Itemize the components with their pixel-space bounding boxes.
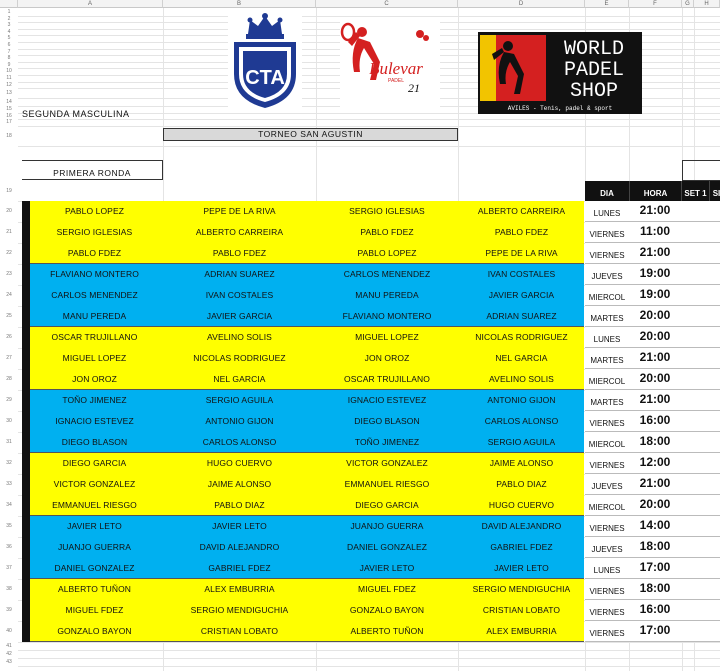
row-number[interactable]: 33 [6,481,12,487]
time-cell[interactable]: 21:00 [639,350,671,364]
player-cell[interactable]: PEPE DE LA RIVA [203,206,276,216]
row-number[interactable]: 35 [6,523,12,529]
day-cell[interactable]: VIERNES [589,587,625,596]
player-cell[interactable]: ALEX EMBURRIA [486,626,557,636]
row-number[interactable]: 1 [7,9,11,15]
player-cell[interactable]: JON OROZ [72,374,117,384]
club-logo [228,12,302,110]
row-number[interactable]: 2 [7,15,11,22]
time-cell[interactable]: 18:00 [639,581,671,595]
row-number[interactable]: 19 [6,188,12,194]
day-cell[interactable]: LUNES [593,209,621,218]
player-cell[interactable]: PABLO FDEZ [494,227,549,237]
player-cell[interactable]: VICTOR GONZALEZ [346,458,428,468]
day-cell[interactable]: MIERCOL [588,503,626,512]
day-cell[interactable]: JUEVES [591,545,623,554]
row-number[interactable]: 40 [6,628,12,634]
player-cell[interactable]: MIGUEL FDEZ [358,584,416,594]
row-number[interactable]: 6 [7,42,11,48]
player-cell[interactable]: DIEGO GARCIA [355,500,419,510]
player-cell[interactable]: ALBERTO CARREIRA [195,227,284,237]
player-cell[interactable]: MIGUEL LOPEZ [355,332,419,342]
player-cell[interactable]: OSCAR TRUJILLANO [51,332,138,342]
day-cell[interactable]: VIERNES [589,461,625,470]
player-cell[interactable]: CARLOS ALONSO [202,437,277,447]
row-number[interactable]: 10 [6,68,12,75]
row-number[interactable]: 32 [6,460,12,466]
row-number[interactable]: 8 [7,55,11,62]
day-cell[interactable]: MARTES [590,398,624,407]
row-number[interactable]: 41 [6,643,12,649]
player-cell[interactable]: JON OROZ [364,353,410,363]
row-number[interactable]: 27 [6,355,12,361]
row-number[interactable]: 34 [6,502,12,508]
svg-text:Bulevar: Bulevar [369,59,423,78]
time-cell[interactable]: 19:00 [639,287,671,301]
player-cell[interactable]: IVAN COSTALES [205,290,274,300]
column-header-a[interactable]: A [18,0,163,8]
player-cell[interactable]: SERGIO MENDIGUCHIA [190,605,289,615]
row-number[interactable]: 16 [6,112,12,119]
row-number[interactable]: 29 [6,397,12,403]
player-cell[interactable]: JAVIER LETO [494,563,549,573]
svg-text:CTA: CTA [245,67,285,89]
time-cell[interactable]: 20:00 [639,371,671,385]
player-cell[interactable]: PABLO DIAZ [214,500,265,510]
grid-row-line [18,658,720,659]
player-cell[interactable]: IVAN COSTALES [487,269,556,279]
player-cell[interactable]: NICOLAS RODRIGUEZ [193,353,286,363]
player-cell[interactable]: DIEGO BLASON [354,416,420,426]
column-header-e[interactable]: E [585,0,629,8]
player-cell[interactable]: FLAVIANO MONTERO [342,311,432,321]
day-cell[interactable]: LUNES [593,335,621,344]
row-number[interactable]: 14 [6,99,12,106]
player-cell[interactable]: CRISTIAN LOBATO [482,605,561,615]
time-cell[interactable]: 12:00 [639,455,671,469]
player-cell[interactable]: EMMANUEL RIESGO [52,500,137,510]
day-cell[interactable]: MIERCOL [588,440,626,449]
player-cell[interactable]: ANTONIO GIJON [205,416,274,426]
player-cell[interactable]: DANIEL GONZALEZ [346,542,428,552]
time-cell[interactable]: 17:00 [639,560,671,574]
row-number[interactable]: 25 [6,313,12,319]
grid-row-line [18,119,720,120]
player-cell[interactable]: PEPE DE LA RIVA [485,248,558,258]
svg-text:SHOP: SHOP [569,80,619,103]
set2-header: SI [709,181,720,201]
dia-header: DIA [585,181,629,201]
time-cell[interactable]: 14:00 [639,518,671,532]
time-cell[interactable]: 19:00 [639,266,671,280]
player-cell[interactable]: DAVID ALEJANDRO [199,542,280,552]
day-cell[interactable]: VIERNES [589,524,625,533]
round-title: PRIMERA RONDA [22,160,163,180]
day-cell[interactable]: VIERNES [589,230,625,239]
player-cell[interactable]: GABRIEL FDEZ [208,563,271,573]
player-cell[interactable]: GONZALO BAYON [349,605,425,615]
time-cell[interactable]: 21:00 [639,392,671,406]
row-number[interactable]: 17 [6,119,12,126]
time-cell[interactable]: 21:00 [639,203,671,217]
row-number[interactable]: 15 [6,106,12,113]
crest-icon [228,12,302,110]
player-cell[interactable]: GONZALO BAYON [57,626,132,636]
set-box [682,160,720,181]
svg-text:21: 21 [408,81,420,95]
day-cell[interactable]: MIERCOL [588,293,626,302]
day-cell[interactable]: MARTES [590,314,624,323]
player-cell[interactable]: ALEX EMBURRIA [204,584,275,594]
player-cell[interactable]: PABLO FDEZ [67,248,122,258]
column-header-b[interactable]: B [163,0,316,8]
player-cell[interactable]: ANTONIO GIJON [487,395,556,405]
player-cell[interactable]: PABLO FDEZ [360,227,414,237]
row-number[interactable]: 23 [6,271,12,277]
grid-row-line [18,16,720,17]
player-cell[interactable]: JAVIER LETO [212,521,267,531]
row-number[interactable]: 18 [6,133,12,140]
player-cell[interactable]: SERGIO IGLESIAS [56,227,133,237]
player-cell[interactable]: JUANJO GUERRA [350,521,424,531]
svg-text:PADEL: PADEL [387,78,405,84]
player-cell[interactable]: DIEGO BLASON [61,437,128,447]
player-cell[interactable]: MANU PEREDA [62,311,127,321]
player-cell[interactable]: NEL GARCIA [495,353,548,363]
player-cell[interactable]: JAIME ALONSO [207,479,272,489]
player-cell[interactable]: SERGIO AGUILA [487,437,556,447]
hora-header: HORA [629,181,681,201]
player-cell[interactable]: SERGIO MENDIGUCHIA [472,584,571,594]
player-cell[interactable]: SERGIO AGUILA [205,395,274,405]
player-cell[interactable]: PABLO DIAZ [496,479,547,489]
player-cell[interactable]: HUGO CUERVO [206,458,273,468]
player-cell[interactable]: MIGUEL LOPEZ [62,353,127,363]
player-cell[interactable]: AVELINO SOLIS [489,374,554,384]
player-cell[interactable]: ALBERTO CARREIRA [477,206,566,216]
column-header-g[interactable]: G [682,0,694,8]
time-cell[interactable]: 18:00 [639,539,671,553]
row-number[interactable]: 31 [6,439,12,445]
time-cell[interactable]: 18:00 [639,434,671,448]
player-cell[interactable]: CARLOS ALONSO [484,416,559,426]
row-number[interactable]: 4 [7,28,11,35]
bulevar-logo [340,18,440,108]
player-cell[interactable]: IGNACIO ESTEVEZ [347,395,427,405]
row-number[interactable]: 28 [6,376,12,382]
player-cell[interactable]: JUANJO GUERRA [57,542,132,552]
time-cell[interactable]: 20:00 [639,308,671,322]
row-number[interactable]: 24 [6,292,12,298]
grid-row-line [18,666,720,667]
row-number[interactable]: 3 [7,22,11,29]
row-number[interactable]: 37 [6,565,12,571]
time-cell[interactable]: 16:00 [639,413,671,427]
player-cell[interactable]: HUGO CUERVO [488,500,555,510]
row-number[interactable]: 42 [6,651,12,657]
row-number[interactable]: 43 [6,659,12,665]
svg-text:WORLD: WORLD [563,38,625,61]
row-number[interactable]: 22 [6,250,12,256]
row-number[interactable]: 26 [6,334,12,340]
grid-row-line [18,650,720,651]
player-cell[interactable]: PABLO LOPEZ [357,248,417,258]
player-cell[interactable]: JAVIER LETO [359,563,415,573]
row-number[interactable]: 36 [6,544,12,550]
set1-header: SET 1 [681,181,709,201]
row-number[interactable]: 13 [6,90,12,97]
player-cell[interactable]: DAVID ALEJANDRO [481,521,562,531]
time-cell[interactable]: 11:00 [639,224,671,238]
player-cell[interactable]: CARLOS MENENDEZ [51,290,138,300]
player-cell[interactable]: AVELINO SOLIS [207,332,272,342]
row-number[interactable]: 11 [6,75,12,81]
day-cell[interactable]: VIERNES [589,251,625,260]
player-cell[interactable]: JAIME ALONSO [489,458,554,468]
tournament-title: TORNEO SAN AGUSTIN [163,128,458,141]
player-cell[interactable]: ADRIAN SUAREZ [204,269,275,279]
row-number[interactable]: 5 [7,35,11,42]
player-cell[interactable]: MIGUEL FDEZ [65,605,124,615]
time-cell[interactable]: 20:00 [639,497,671,511]
player-cell[interactable]: NEL GARCIA [213,374,266,384]
row-number[interactable]: 12 [6,81,12,88]
player-cell[interactable]: EMMANUEL RIESGO [344,479,430,489]
svg-text:AVILES - Tenis, padel & sport: AVILES - Tenis, padel & sport [507,105,613,112]
category-label: SEGUNDA MASCULINA [22,109,130,119]
column-header-f[interactable]: F [629,0,682,8]
player-cell[interactable]: TOÑO JIMENEZ [354,437,420,447]
day-cell[interactable]: MARTES [590,356,624,365]
player-cell[interactable]: ALBERTO TUÑON [350,626,424,636]
player-cell[interactable]: NICOLAS RODRIGUEZ [475,332,568,342]
player-cell[interactable]: JAVIER GARCIA [488,290,555,300]
player-cell[interactable]: CRISTIAN LOBATO [200,626,279,636]
day-cell[interactable]: JUEVES [591,272,623,281]
player-cell[interactable]: ADRIAN SUAREZ [486,311,557,321]
player-cell[interactable]: JAVIER LETO [67,521,122,531]
player-cell[interactable]: SERGIO IGLESIAS [349,206,425,216]
player-cell[interactable]: DANIEL GONZALEZ [54,563,135,573]
row-number[interactable]: 7 [7,48,11,55]
row-number[interactable]: 39 [6,607,12,613]
day-cell[interactable]: LUNES [593,566,621,575]
player-cell[interactable]: OSCAR TRUJILLANO [344,374,430,384]
day-cell[interactable]: MIERCOL [588,377,626,386]
time-cell[interactable]: 21:00 [639,476,671,490]
player-cell[interactable]: IGNACIO ESTEVEZ [55,416,134,426]
row-number[interactable]: 30 [6,418,12,424]
day-cell[interactable]: JUEVES [591,482,623,491]
player-cell[interactable]: VICTOR GONZALEZ [53,479,136,489]
day-cell[interactable]: VIERNES [589,629,625,638]
player-cell[interactable]: JAVIER GARCIA [206,311,273,321]
select-all-corner[interactable] [0,0,18,8]
column-header-d[interactable]: D [458,0,585,8]
row-number[interactable]: 21 [6,229,12,235]
time-cell[interactable]: 20:00 [639,329,671,343]
svg-text:PADEL: PADEL [563,59,625,82]
grid-row-line [18,146,720,147]
time-cell[interactable]: 17:00 [639,623,671,637]
player-cell[interactable]: PABLO FDEZ [212,248,267,258]
player-cell[interactable]: TOÑO JIMENEZ [62,395,127,405]
row-number[interactable]: 38 [6,586,12,592]
player-cell[interactable]: MANU PEREDA [355,290,419,300]
world-padel-shop-logo [478,32,642,114]
player-cell[interactable]: GABRIEL FDEZ [490,542,553,552]
column-header-h[interactable]: H [694,0,720,8]
day-cell[interactable]: VIERNES [589,608,625,617]
row-number[interactable]: 9 [7,61,11,68]
player-cell[interactable]: ALBERTO TUÑON [57,584,132,594]
row-number[interactable]: 20 [6,208,12,214]
player-cell[interactable]: CARLOS MENENDEZ [343,269,431,279]
player-cell[interactable]: DIEGO GARCIA [62,458,127,468]
time-cell[interactable]: 16:00 [639,602,671,616]
player-cell[interactable]: PABLO LOPEZ [64,206,125,216]
day-cell[interactable]: VIERNES [589,419,625,428]
time-cell[interactable]: 21:00 [639,245,671,259]
column-header-c[interactable]: C [316,0,458,8]
player-cell[interactable]: FLAVIANO MONTERO [50,269,139,279]
grid-row-line [18,642,720,643]
